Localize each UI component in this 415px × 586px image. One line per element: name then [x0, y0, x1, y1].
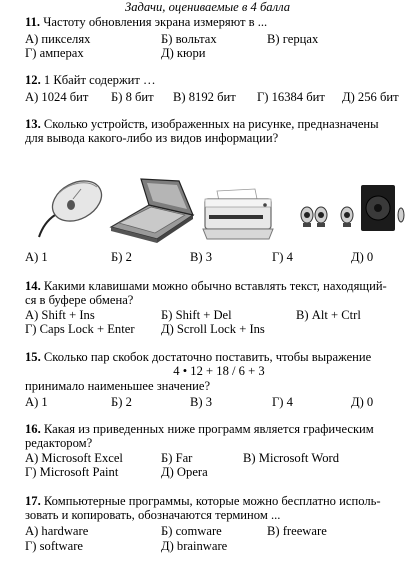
question-text: 1 Кбайт содержит … — [43, 73, 156, 87]
question-number: 17. — [25, 494, 41, 508]
answer-option: А) Shift + Ins — [25, 308, 95, 322]
answer-option: Д) Opera — [161, 465, 208, 479]
printer-image — [197, 181, 281, 243]
question-text: Какая из приведенных ниже программ является графическим — [43, 422, 374, 436]
answer-option: В) freeware — [267, 524, 327, 538]
question-13-cont — [25, 131, 407, 145]
answer-option: А) 1 — [25, 250, 48, 264]
question-text: Сколько пар скобок достаточно поставить, чтобы выражение — [43, 350, 372, 364]
question-11 — [25, 15, 407, 29]
answer-option: А) hardware — [25, 524, 89, 538]
answer-row — [25, 46, 407, 60]
question-text: редактором? — [25, 436, 93, 450]
answer-option: В) 3 — [190, 250, 213, 264]
answer-row — [25, 250, 407, 264]
mouse-image — [33, 175, 105, 243]
question-number: 11. — [25, 15, 41, 29]
answer-option: Г) Caps Lock + Enter — [25, 322, 135, 336]
question-12 — [25, 73, 407, 87]
answer-option: Г) 4 — [272, 250, 293, 264]
question-17 — [25, 494, 407, 508]
answer-option: В) 8192 бит — [173, 90, 236, 104]
answer-row — [25, 451, 407, 465]
question-17-cont — [25, 508, 407, 522]
question-text: Какими клавишами можно обычно вставлять текст, находящий- — [43, 279, 387, 293]
answer-option: Б) 2 — [111, 395, 132, 409]
answer-option: А) 1024 бит — [25, 90, 89, 104]
answer-option: Г) Microsoft Paint — [25, 465, 119, 479]
answer-row — [25, 322, 407, 336]
answer-row — [25, 395, 407, 409]
question-number: 12. — [25, 73, 41, 87]
question-number: 16. — [25, 422, 41, 436]
answer-option: Б) 2 — [111, 250, 132, 264]
answer-option: В) Alt + Ctrl — [296, 308, 361, 322]
answer-row — [25, 308, 407, 322]
expression-text: 4 • 12 + 18 / 6 + 3 — [173, 364, 265, 378]
answer-option: Г) амперах — [25, 46, 84, 60]
answer-option: В) герцах — [267, 32, 319, 46]
answer-row — [25, 524, 407, 538]
answer-row — [25, 539, 407, 553]
question-15-cont — [25, 379, 407, 393]
answer-option: Б) Far — [161, 451, 193, 465]
question-15 — [25, 350, 407, 364]
answer-option: Б) comware — [161, 524, 222, 538]
question-text: ся в буфере обмена? — [25, 293, 134, 307]
answer-row — [25, 32, 407, 46]
answer-option: В) Microsoft Word — [243, 451, 339, 465]
answer-row — [25, 90, 407, 104]
question-text: для вывода какого-либо из видов информации? — [25, 131, 279, 145]
answer-option: Д) 0 — [351, 395, 374, 409]
question-number: 15. — [25, 350, 41, 364]
answer-option: Б) Shift + Del — [161, 308, 232, 322]
answer-row — [25, 465, 407, 479]
answer-option: Б) вольтах — [161, 32, 217, 46]
device-images — [25, 175, 407, 245]
question-14-cont — [25, 293, 407, 307]
question-number: 14. — [25, 279, 41, 293]
answer-option: А) 1 — [25, 395, 48, 409]
answer-option: Б) 8 бит — [111, 90, 154, 104]
answer-option: Д) 256 бит — [342, 90, 399, 104]
question-text: Компьютерные программы, которые можно бесплатно исполь- — [43, 494, 381, 508]
question-16-cont — [25, 436, 407, 450]
page-header: Задачи, оцениваемые в 4 балла — [124, 0, 291, 14]
answer-option: Г) 16384 бит — [257, 90, 325, 104]
question-text: принимало наименьшее значение? — [25, 379, 211, 393]
question-16 — [25, 422, 407, 436]
question-text: Сколько устройств, изображенных на рисунке, предназначены — [43, 117, 379, 131]
question-text: зовать и копировать, обозначаются термином ... — [25, 508, 281, 522]
question-number: 13. — [25, 117, 41, 131]
answer-option: Д) Scroll Lock + Ins — [161, 322, 265, 336]
answer-option: А) пикселях — [25, 32, 91, 46]
scanner-image — [105, 177, 197, 243]
answer-option: В) 3 — [190, 395, 213, 409]
answer-option: Г) 4 — [272, 395, 293, 409]
answer-option: Г) software — [25, 539, 83, 553]
question-14 — [25, 279, 407, 293]
speakers-image — [299, 181, 405, 243]
expression — [25, 364, 407, 378]
answer-option: Д) кюри — [161, 46, 206, 60]
answer-option: А) Microsoft Excel — [25, 451, 123, 465]
question-text: Частоту обновления экрана измеряют в ... — [43, 15, 268, 29]
question-13 — [25, 117, 407, 131]
answer-option: Д) 0 — [351, 250, 374, 264]
answer-option: Д) brainware — [161, 539, 228, 553]
